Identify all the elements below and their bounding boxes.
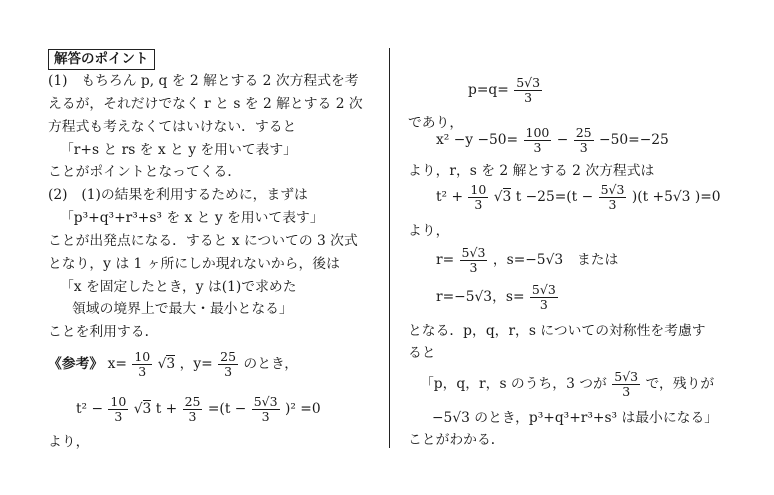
conclusion-quote-1: 「p，q，r，s のうち，3 つが $\frac{5√3}{3}$ で，残りが — [420, 369, 715, 399]
r-s-solution-2: r=−5√3，s= $\frac{5√3}{3}$ — [436, 282, 556, 312]
conclusion-quote-2: −5√3 のとき，p³+q³+r³+s³ は最小になる」 — [432, 410, 719, 426]
eq-part-c: t + — [155, 401, 178, 417]
point2-quote2-b: 領域の境界上で最大・最小となる」 — [72, 301, 293, 317]
frac-three-value: $\frac{5√3}{3}$ — [614, 369, 639, 399]
frac-25-3: $\frac{25}{3}$ — [575, 125, 592, 155]
point2-quote2-a: 「x を固定したとき，y は(1)で求めた — [60, 279, 297, 295]
ref-sqrt-value: 3 — [166, 356, 176, 372]
eq-fraction-1: $\frac{10}{3}$ — [110, 394, 127, 424]
point1-line1: (1) もちろん p, q を 2 解とする 2 次方程式を考 — [48, 73, 359, 89]
point1-line3: 方程式も考えなくてはいけない．すると — [48, 119, 297, 135]
yori-text: より， — [48, 434, 90, 450]
yori-text-2: より， — [408, 223, 450, 239]
point2-line2: ことが出発点になる．すると x についての 3 次式 — [48, 233, 358, 249]
reference-equation: t² − $\frac{10}{3}$ √3 t + $\frac{25}{3}$ =(t − $\frac{5√3}{3}$ )² =0 — [76, 394, 321, 424]
frac-s-value: $\frac{5√3}{3}$ — [531, 282, 556, 312]
frac-5r3-3: $\frac{5√3}{3}$ — [600, 182, 625, 212]
point2-end: ことを利用する． — [48, 324, 159, 340]
rs-sentence: より，r，s を 2 解とする 2 次方程式は — [408, 163, 655, 179]
frac-100-3: $\frac{100}{3}$ — [525, 125, 550, 155]
ref-fraction-y: $\frac{25}{3}$ — [220, 349, 237, 379]
ref-y-eq: ，y= — [179, 356, 213, 372]
point2-quote: 「p³+q³+r³+s³ を x と y を用いて表す」 — [60, 210, 324, 226]
symmetry-line1: となる．p，q，r，s についての対称性を考慮す — [408, 323, 706, 339]
ref-condition: のとき， — [243, 356, 299, 372]
point2-line3: となり，y は 1 ヶ所にしか現れないから，後は — [48, 256, 340, 272]
eq-fraction-3: $\frac{5√3}{3}$ — [253, 394, 278, 424]
eq-sqrt: 3 — [142, 401, 152, 417]
ref-fraction-x: $\frac{10}{3}$ — [134, 349, 151, 379]
eq-fraction-2: $\frac{25}{3}$ — [184, 394, 201, 424]
frac-r-value: $\frac{5√3}{3}$ — [461, 245, 486, 275]
eq-part-d: =(t − — [207, 401, 247, 417]
frac-10-3: $\frac{10}{3}$ — [470, 182, 487, 212]
ref-x-eq: x= — [107, 356, 127, 372]
conclusion-end: ことがわかる． — [408, 432, 505, 448]
x2-y-equation: x² −y −50= $\frac{100}{3}$ − $\frac{25}{3}$ −50=−25 — [436, 125, 669, 155]
pq-equation: p=q= $\frac{5√3}{3}$ — [468, 75, 541, 105]
eq-part-e: )² =0 — [284, 401, 321, 417]
eq-part-a: t² − — [76, 401, 104, 417]
column-divider — [389, 48, 390, 448]
point1-end: ことがポイントとなってくる． — [48, 164, 242, 180]
t-quadratic: t² + $\frac{10}{3}$ √3 t −25=(t − $\frac{5√3}{3}$ )(t +5√3 )=0 — [436, 182, 721, 212]
deari-text: であり， — [408, 115, 464, 131]
reference-line: 《参考》 x= $\frac{10}{3}$ √3 ，y= $\frac{25}{3}$ のとき， — [48, 349, 299, 379]
point2-line1: (2) (1)の結果を利用するために，まずは — [48, 187, 308, 203]
pq-fraction: $\frac{5√3}{3}$ — [516, 75, 541, 105]
symmetry-line2: ると — [408, 345, 436, 361]
point1-quote: 「r+s と rs を x と y を用いて表す」 — [60, 142, 297, 158]
point1-line2: えるが，それだけでなく r と s を 2 解とする 2 次 — [48, 96, 363, 112]
r-s-solution-1: r= $\frac{5√3}{3}$ ，s=−5√3 または — [436, 245, 619, 275]
section-heading: 解答のポイント — [48, 49, 155, 70]
reference-label: 《参考》 — [48, 356, 104, 372]
